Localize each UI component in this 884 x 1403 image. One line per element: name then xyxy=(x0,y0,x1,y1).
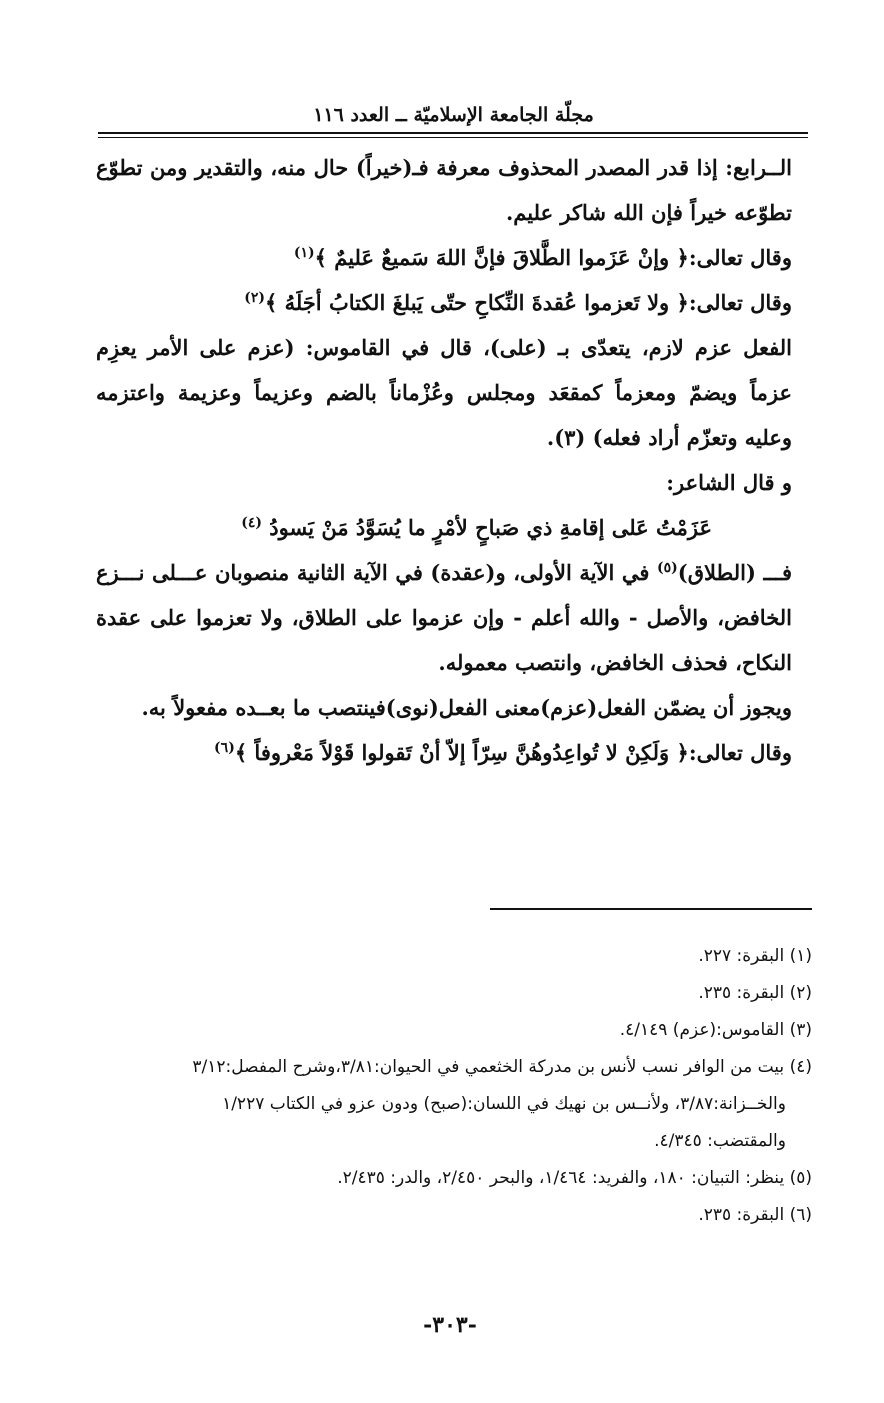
poem-line xyxy=(96,505,812,550)
verse-1 xyxy=(96,235,812,280)
main-text xyxy=(96,145,812,775)
footnote-2: (٢) البقرة: ٢٣٥. xyxy=(698,983,812,1003)
paragraph-2: الفعل عزم لازم، يتعدّى بـ (على)، قال في القاموس: (عزم على الأمر يعزِم عزماً ويضمّ ومعزماً كمقعَد ومجلس وعُزْماناً بالضم وعزيماً وعزيمة واعتزمه وعليه وتعزّم أراد فعله) (٣). xyxy=(96,335,792,450)
verse-3-text: ﴿ وَلَكِنْ لا تُواعِدُوهُنَّ سِرّاً إلاّ أنْ تَقولوا قَوْلاً مَعْروفاً ﴾ xyxy=(234,740,689,765)
paragraph-3 xyxy=(96,550,812,685)
verse-2 xyxy=(96,280,812,325)
footnotes xyxy=(96,938,812,1234)
footnote-4-line-1: (٤) بيت من الوافر نسب لأنس بن مدركة الخثعمي في الحيوان:٣/٨١،وشرح المفصل:٣/١٢ xyxy=(192,1057,812,1077)
paragraph-1: الــرابع: إذا قدر المصدر المحذوف معرفة فـ(خيراً) حال منه، والتقدير ومن تطوّع تطوّعه خيراً فإن الله شاكر عليم. xyxy=(96,155,792,225)
verse-1-intro: وقال تعالى: xyxy=(688,245,792,270)
footnote-4-line-3: والمقتضب: ٤/٣٤٥. xyxy=(654,1131,786,1151)
footnote-5: (٥) ينظر: التبيان: ١٨٠، والفريد: ١/٤٦٤، والبحر ٢/٤٥٠، والدر: ٢/٤٣٥. xyxy=(337,1168,812,1188)
poem-ref: (٤) xyxy=(241,515,262,531)
paragraph-4: ويجوز أن يضمّن الفعل(عزم)معنى الفعل(نوى)فينتصب ما بعــده مفعولاً به. xyxy=(141,695,792,720)
footnote-3: (٣) القاموس:(عزم) ٤/١٤٩. xyxy=(619,1020,812,1040)
verse-2-ref: (٢) xyxy=(244,290,265,306)
verse-2-text: ﴿ ولا تَعزموا عُقدةَ النِّكاحِ حتّى يَبلغَ الكتابُ أجَلَهُ ﴾ xyxy=(264,290,689,315)
verse-2-intro: وقال تعالى: xyxy=(688,290,792,315)
header-rule-thin xyxy=(98,137,808,138)
verse-1-ref: (١) xyxy=(293,245,315,261)
journal-header: مجلّة الجامعة الإسلاميّة ــ العدد ١١٦ xyxy=(313,104,594,126)
verse-3-ref: (٦) xyxy=(214,740,235,756)
poet-intro: و قال الشاعر: xyxy=(666,470,792,495)
verse-3-intro: وقال تعالى: xyxy=(688,740,792,765)
footnote-6: (٦) البقرة: ٢٣٥. xyxy=(698,1205,812,1225)
header-rule xyxy=(98,132,808,134)
footnote-rule xyxy=(490,908,812,910)
footnote-4-line-2: والخــزانة:٣/٨٧، ولأنــس بن نهيك في اللسان:(صبح) ودون عزو في الكتاب ١/٢٢٧ xyxy=(222,1094,786,1114)
footnote-1: (١) البقرة: ٢٢٧. xyxy=(698,946,812,966)
paragraph-2-text: الفعل عزم لازم، يتعدّى بـ (على)، قال في القاموس: (عزم على الأمر يعزِم عزماً ويضمّ ومعزماً كمقعَد ومجلس وعُزْماناً بالضم وعزيماً وعزيمة واعتزمه وعليه وتعزّم أراد فعله) xyxy=(96,335,792,450)
poem-text: عَزَمْتُ عَلى إقامةِ ذي صَباحٍ لأمْرٍ ما يُسَوَّدُ مَنْ يَسودُ xyxy=(269,515,712,540)
paragraph-3-start: فـــ (الطلاق) xyxy=(677,560,792,585)
paragraph-2-ref: (٣) xyxy=(554,425,586,450)
paragraph-3-ref: (٥) xyxy=(657,560,678,576)
verse-3 xyxy=(96,730,812,775)
page-number: -٣٠٣- xyxy=(423,1312,477,1338)
verse-1-text: ﴿ وإنْ عَزَموا الطَّلاقَ فإنَّ اللهَ سَميعٌ عَليمٌ ﴾ xyxy=(314,245,689,270)
paragraph-3-rest: في الآية الأولى، و(عقدة) في الآية الثانية منصوبان عـــلى نـــزع الخافض، والأصل - والله أعلم - وإن عزموا على الطلاق، ولا تعزموا على عقدة النكاح، فحذف الخافض، وانتصب معموله. xyxy=(96,560,792,675)
